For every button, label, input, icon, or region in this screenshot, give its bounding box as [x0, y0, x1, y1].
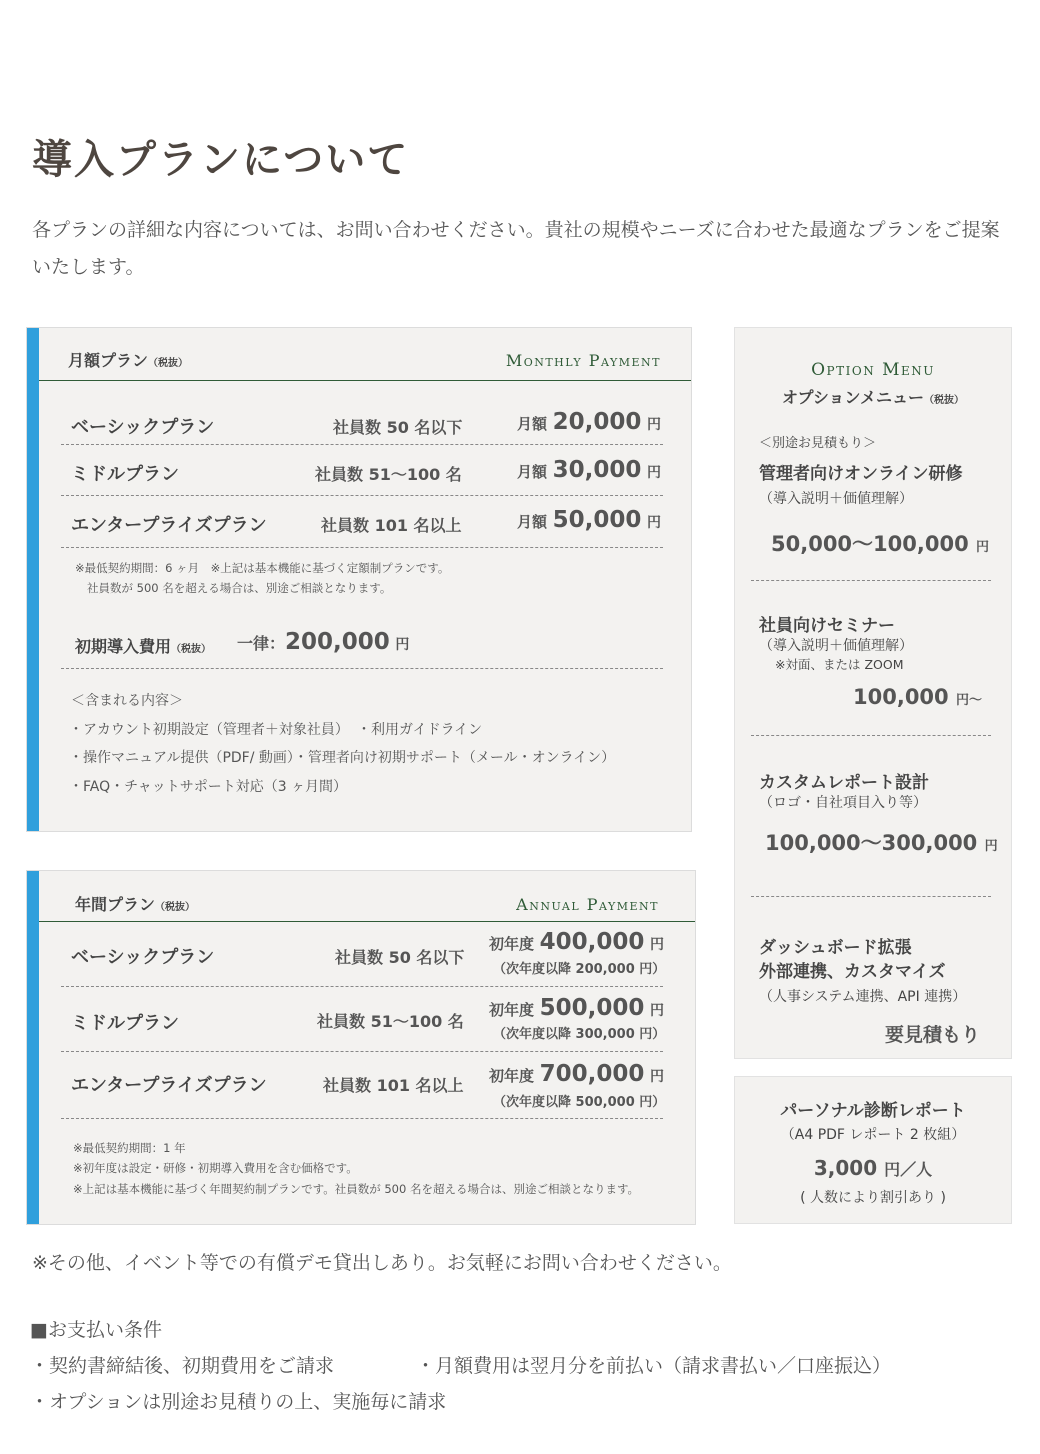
plan-price: 月額 30,000 円: [517, 457, 661, 483]
option-price: 50,000〜100,000 円: [771, 532, 990, 556]
included-item: ・操作マニュアル提供（PDF/ 動画）・管理者向け初期サポート（メール・オンライン）: [69, 750, 616, 766]
option-price: 100,000 円〜: [853, 685, 982, 709]
option-price: 100,000〜300,000 円: [765, 831, 998, 855]
option-price: 要見積もり: [885, 1024, 981, 1046]
annual-note: ※初年度は設定・研修・初期導入費用を含む価格です。: [73, 1161, 358, 1175]
annual-title: 年間プラン: [75, 895, 156, 914]
plan-next-year-price: （次年度以降 500,000 円）: [493, 1095, 666, 1110]
initial-fee-price: 一律：200,000 円: [237, 629, 410, 655]
monthly-header: [39, 328, 691, 381]
plan-employees: 社員数 101 名以上: [321, 516, 462, 535]
plan-price: 初年度 400,000 円: [489, 929, 664, 955]
option-name: ダッシュボード拡張: [759, 938, 912, 958]
divider: [751, 580, 991, 581]
plan-name: エンタープライズプラン: [71, 515, 267, 536]
plan-name: ベーシックプラン: [71, 417, 215, 438]
option-title: オプションメニュー: [781, 388, 925, 407]
plan-price: 月額 20,000 円: [517, 409, 661, 435]
plan-employees: 社員数 101 名以上: [323, 1076, 464, 1095]
option-detail: （導入説明＋価値理解）: [759, 491, 913, 507]
page-title: 導入プランについて: [32, 137, 410, 183]
plan-name: ミドルプラン: [71, 464, 179, 485]
option-name: 社員向けセミナー: [759, 616, 895, 636]
payment-item: ・オプションは別途お見積りの上、実施毎に請求: [30, 1391, 447, 1413]
personal-report-detail: （A4 PDF レポート 2 枚組）: [780, 1127, 966, 1143]
plan-row: [61, 923, 666, 987]
demo-note: ※その他、イベント等での有償デモ貸出しあり。お気軽にお問い合わせください。: [32, 1252, 732, 1274]
plan-price: 月額 50,000 円: [517, 507, 661, 533]
plan-next-year-price: （次年度以降 200,000 円）: [493, 962, 666, 977]
option-detail-note: ※対面、または ZOOM: [775, 657, 904, 672]
included-item: ・FAQ・チャットサポート対応（3 ヶ月間）: [69, 779, 348, 795]
plan-name: ミドルプラン: [71, 1013, 179, 1034]
option-detail: （人事システム連携、API 連携）: [759, 989, 967, 1005]
plan-employees: 社員数 51〜100 名: [317, 1012, 464, 1031]
accent-bar: [27, 871, 39, 1224]
personal-report-card: [734, 1076, 1012, 1224]
option-name: 管理者向けオンライン研修: [759, 464, 963, 484]
monthly-plan-card: [26, 327, 692, 832]
included-title: ＜含まれる内容＞: [71, 693, 183, 709]
option-name: 外部連携、カスタマイズ: [759, 962, 946, 982]
personal-report-note: ( 人数により割引あり ): [800, 1190, 946, 1206]
option-en-title: Option Menu: [811, 360, 935, 380]
monthly-title: 月額プラン: [68, 351, 149, 370]
annual-note: ※上記は基本機能に基づく年間契約制プランです。社員数が 500 名を超える場合は、別途ご相談となります。: [73, 1182, 640, 1196]
plan-name: エンタープライズプラン: [71, 1075, 267, 1096]
plan-row: [61, 986, 666, 1052]
plan-row: [61, 1051, 666, 1119]
monthly-note-2: 社員数が 500 名を超える場合は、別途ご相談となります。: [87, 581, 392, 595]
option-detail: （ロゴ・自社項目入り等）: [759, 795, 927, 811]
included-item: ・利用ガイドライン: [357, 722, 483, 738]
tax-label: （税抜）: [155, 902, 196, 913]
divider: [751, 896, 991, 897]
annual-en-title: Annual Payment: [516, 895, 659, 914]
included-item: ・アカウント初期設定（管理者＋対象社員）: [69, 722, 349, 738]
accent-bar: [27, 328, 39, 831]
option-detail: （導入説明＋価値理解）: [759, 638, 913, 654]
plan-employees: 社員数 51〜100 名: [315, 465, 462, 484]
tax-label: （税抜）: [924, 395, 965, 406]
payment-item: ・月額費用は翌月分を前払い（請求書払い／口座振込）: [416, 1355, 892, 1377]
plan-employees: 社員数 50 名以下: [335, 948, 465, 967]
option-menu-card: [734, 327, 1012, 1059]
payment-title: ■お支払い条件: [30, 1319, 162, 1341]
annual-note: ※最低契約期間：1 年: [73, 1141, 186, 1155]
plan-row: [61, 495, 663, 548]
option-name: カスタムレポート設計: [759, 773, 929, 793]
plan-next-year-price: （次年度以降 300,000 円）: [493, 1027, 666, 1042]
personal-report-title: パーソナル診断レポート: [780, 1101, 966, 1121]
plan-employees: 社員数 50 名以下: [333, 418, 463, 437]
monthly-en-title: Monthly Payment: [505, 351, 661, 370]
initial-fee-row: [61, 618, 663, 669]
plan-price: 初年度 700,000 円: [489, 1061, 664, 1087]
plan-name: ベーシックプラン: [71, 947, 215, 968]
initial-fee-label: 初期導入費用: [75, 637, 172, 656]
monthly-note-1: ※最低契約期間：6 ヶ月 ※上記は基本機能に基づく定額制プランです。: [75, 561, 450, 575]
plan-price: 初年度 500,000 円: [489, 995, 664, 1021]
annual-header: [39, 871, 695, 922]
tax-label: （税抜）: [148, 358, 189, 369]
tax-label: （税抜）: [171, 644, 212, 655]
divider: [751, 735, 991, 736]
annual-plan-card: [26, 870, 696, 1225]
personal-report-price: 3,000 円／人: [813, 1156, 933, 1180]
estimate-note: ＜別途お見積もり＞: [759, 436, 877, 451]
plan-row: [61, 398, 663, 445]
plan-row: [61, 444, 663, 496]
intro-text: 各プランの詳細な内容については、お問い合わせください。貴社の規模やニーズに合わせた最適なプランをご提案いたします。: [32, 219, 1000, 278]
payment-item: ・契約書締結後、初期費用をご請求: [30, 1355, 335, 1377]
